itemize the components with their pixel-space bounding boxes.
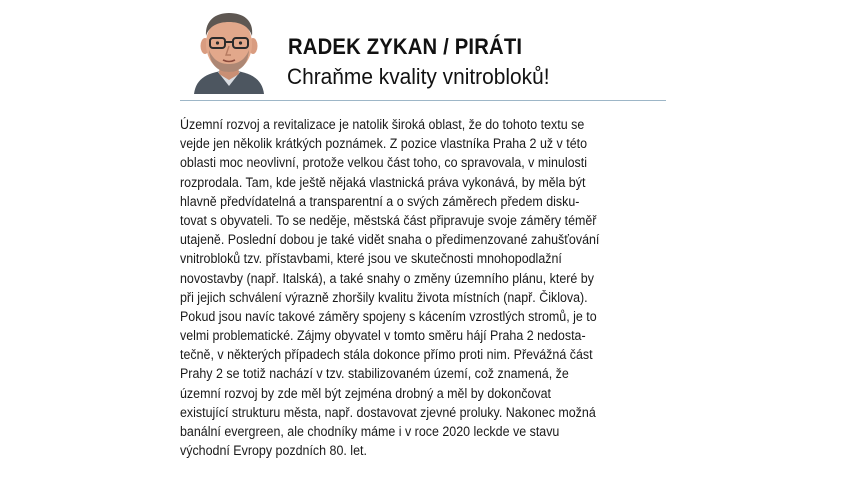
- body-line: vnitrobloků tzv. přístavbami, které jsou ve skutečnosti mnohopodlažní: [180, 251, 562, 267]
- author-avatar: [188, 8, 270, 94]
- body-line: banální evergreen, ale chodníky máme i v roce 2020 leckde ve stavu: [180, 424, 560, 439]
- body-line: oblasti moc neovlivní, protože velkou část toho, co spravovala, v minulosti: [180, 155, 588, 171]
- body-line: Prahy 2 se totiž nachází v tzv. stabilizovaném území, což znamená, že: [180, 366, 569, 382]
- body-line: východní Evropy pozdních 80. let.: [180, 443, 367, 459]
- body-line: velmi problematické. Zájmy obyvatel v tomto směru hájí Praha 2 nedosta-: [180, 328, 586, 344]
- body-line: Pokud jsou navíc takové záměry spojeny s kácením vzrostlých stromů, je to: [180, 308, 597, 324]
- body-line: vejde jen několik krátkých poznámek. Z pozice vlastníka Praha 2 už v této: [180, 136, 588, 152]
- body-line: existující strukturu města, např. dostavovat zjevné proluky. Nakonec možná: [180, 404, 596, 420]
- body-line: novostavby (např. Italská), a také snahy o změny územního plánu, které by: [180, 270, 594, 286]
- body-line: při jejich schválení výrazně zhoršily kvalitu života místních (např. Čiklova).: [180, 289, 588, 305]
- body-line: územní rozvoj by zde měl být zejména drobný a měl by dokončovat: [180, 385, 552, 401]
- article-body: [180, 115, 670, 460]
- header-divider: [180, 100, 666, 101]
- body-line: utajeně. Poslední dobou je také vidět snaha o předimenzované zahušťování: [180, 232, 600, 248]
- author-name: RADEK ZYKAN / PIRÁTI: [288, 34, 523, 59]
- body-line: Územní rozvoj a revitalizace je natolik široká oblast, že do tohoto textu se: [180, 117, 585, 132]
- body-line: tečně, v některých případech stála dokonce přímo proti nim. Převážná část: [180, 347, 593, 363]
- body-line: rozprodala. Tam, kde ještě nějaká vlastnická práva vykonává, by měla být: [180, 174, 586, 190]
- body-line: tovat s obyvateli. To se neděje, městská část připravuje svoje záměry téměř: [180, 212, 597, 228]
- article-headline: Chraňme kvality vnitrobloků!: [287, 64, 550, 89]
- body-line: hlavně předvídatelná a transparentní a o svých záměrech předem disku-: [180, 193, 580, 209]
- article-header: [180, 8, 666, 100]
